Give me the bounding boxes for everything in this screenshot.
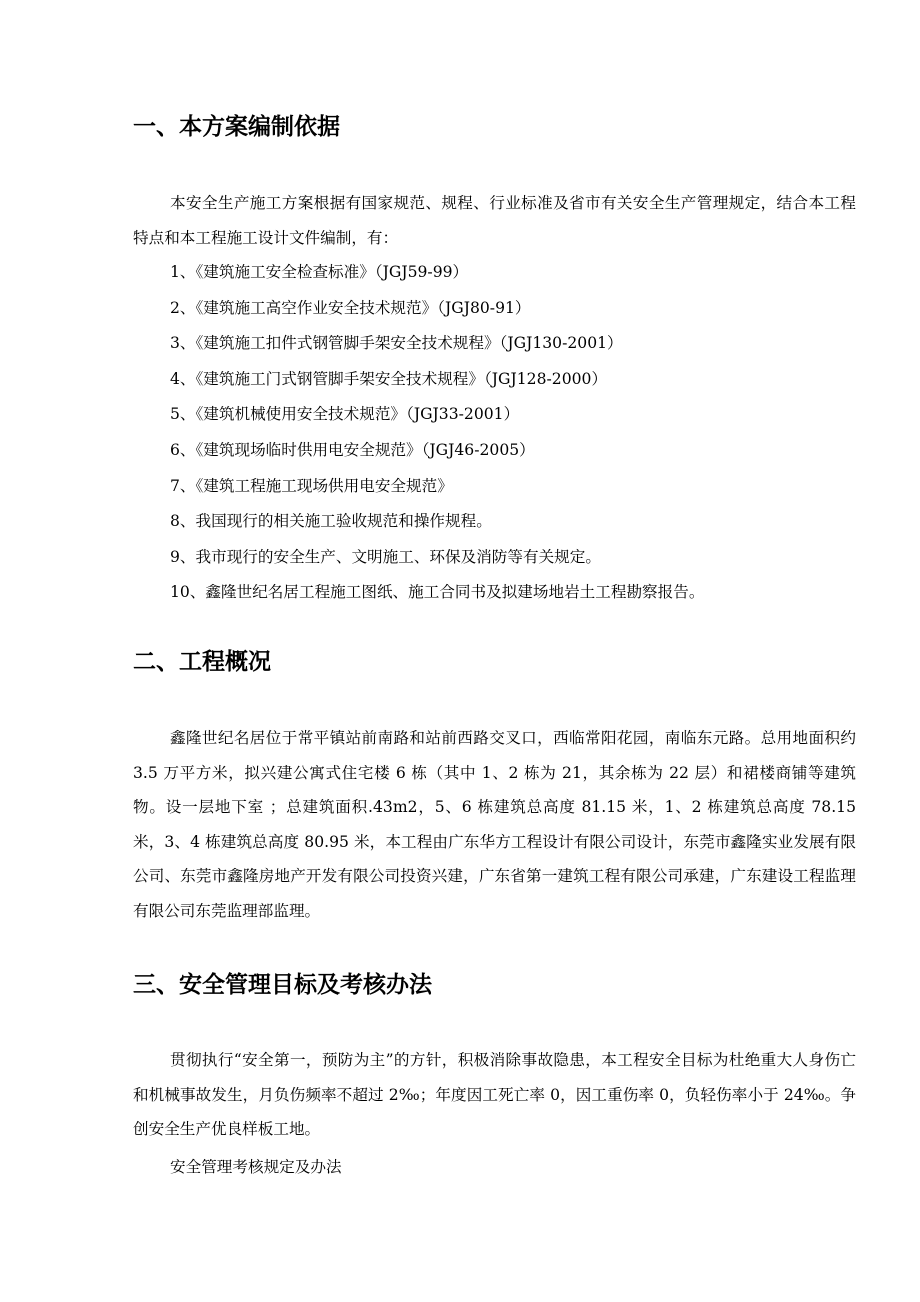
list-item: 7、《建筑工程施工现场供用电安全规范》 bbox=[170, 476, 453, 495]
list-item: 2、《建筑施工高空作业安全技术规范》（JGJ80-91） bbox=[170, 298, 531, 317]
section2-body: 鑫隆世纪名居位于常平镇站前南路和站前西路交叉口，西临常阳花园，南临东元路。总用地面积约 3.5 万平方米，拟兴建公寓式住宅楼 6 栋（其中 1、2 栋为 21，其余栋为 22 层）和裙楼商铺等建筑物。设一层地下室 ；总建筑面积.43m2，5、6 栋建筑总高度 81.15 米，1、2 栋建筑总高度 78.15 米，3、4 栋建筑总高度 80.95 米，本工程由广东华方工程设计有限公司设计，东莞市鑫隆实业发展有限公司、东莞市鑫隆房地产开发有限公司投资兴建，广东省第一建筑工程有限公司承建，广东建设工程监理有限公司东莞监理部监理。 bbox=[133, 729, 856, 920]
list-item: 8、我国现行的相关施工验收规范和操作规程。 bbox=[170, 512, 492, 531]
list-item: 10、鑫隆世纪名居工程施工图纸、施工合同书及拟建场地岩土工程勘察报告。 bbox=[170, 583, 705, 602]
section3-subheading: 安全管理考核规定及办法 bbox=[170, 1158, 342, 1176]
section3-heading: 三、安全管理目标及考核办法 bbox=[133, 972, 432, 998]
list-item: 1、《建筑施工安全检查标准》（JGJ59-99） bbox=[170, 263, 469, 281]
section1-intro: 本安全生产施工方案根据有国家规范、规程、行业标准及省市有关安全生产管理规定，结合本工程特点和本工程施工设计文件编制，有： bbox=[133, 194, 856, 247]
list-item: 6、《建筑现场临时供用电安全规范》（JGJ46-2005） bbox=[170, 440, 535, 459]
list-item: 4、《建筑施工门式钢管脚手架安全技术规程》（JGJ128-2000） bbox=[170, 369, 608, 388]
list-item: 3、《建筑施工扣件式钢管脚手架安全技术规程》（JGJ130-2001） bbox=[170, 334, 623, 353]
section1-heading: 一、本方案编制依据 bbox=[133, 114, 340, 140]
list-item: 9、我市现行的安全生产、文明施工、环保及消防等有关规定。 bbox=[170, 547, 601, 566]
list-item: 5、《建筑机械使用安全技术规范》（JGJ33-2001） bbox=[170, 405, 520, 424]
reference-list bbox=[170, 255, 704, 611]
section2-heading: 二、工程概况 bbox=[133, 649, 271, 675]
section3-body: 贯彻执行“安全第一，预防为主”的方针，积极消除事故隐患，本工程安全目标为杜绝重大人身伤亡和机械事故发生，月负伤频率不超过 2‰；年度因工死亡率 0，因工重伤率 0，负轻伤率小于 24‰。争创安全生产优良样板工地。 bbox=[133, 1051, 856, 1138]
